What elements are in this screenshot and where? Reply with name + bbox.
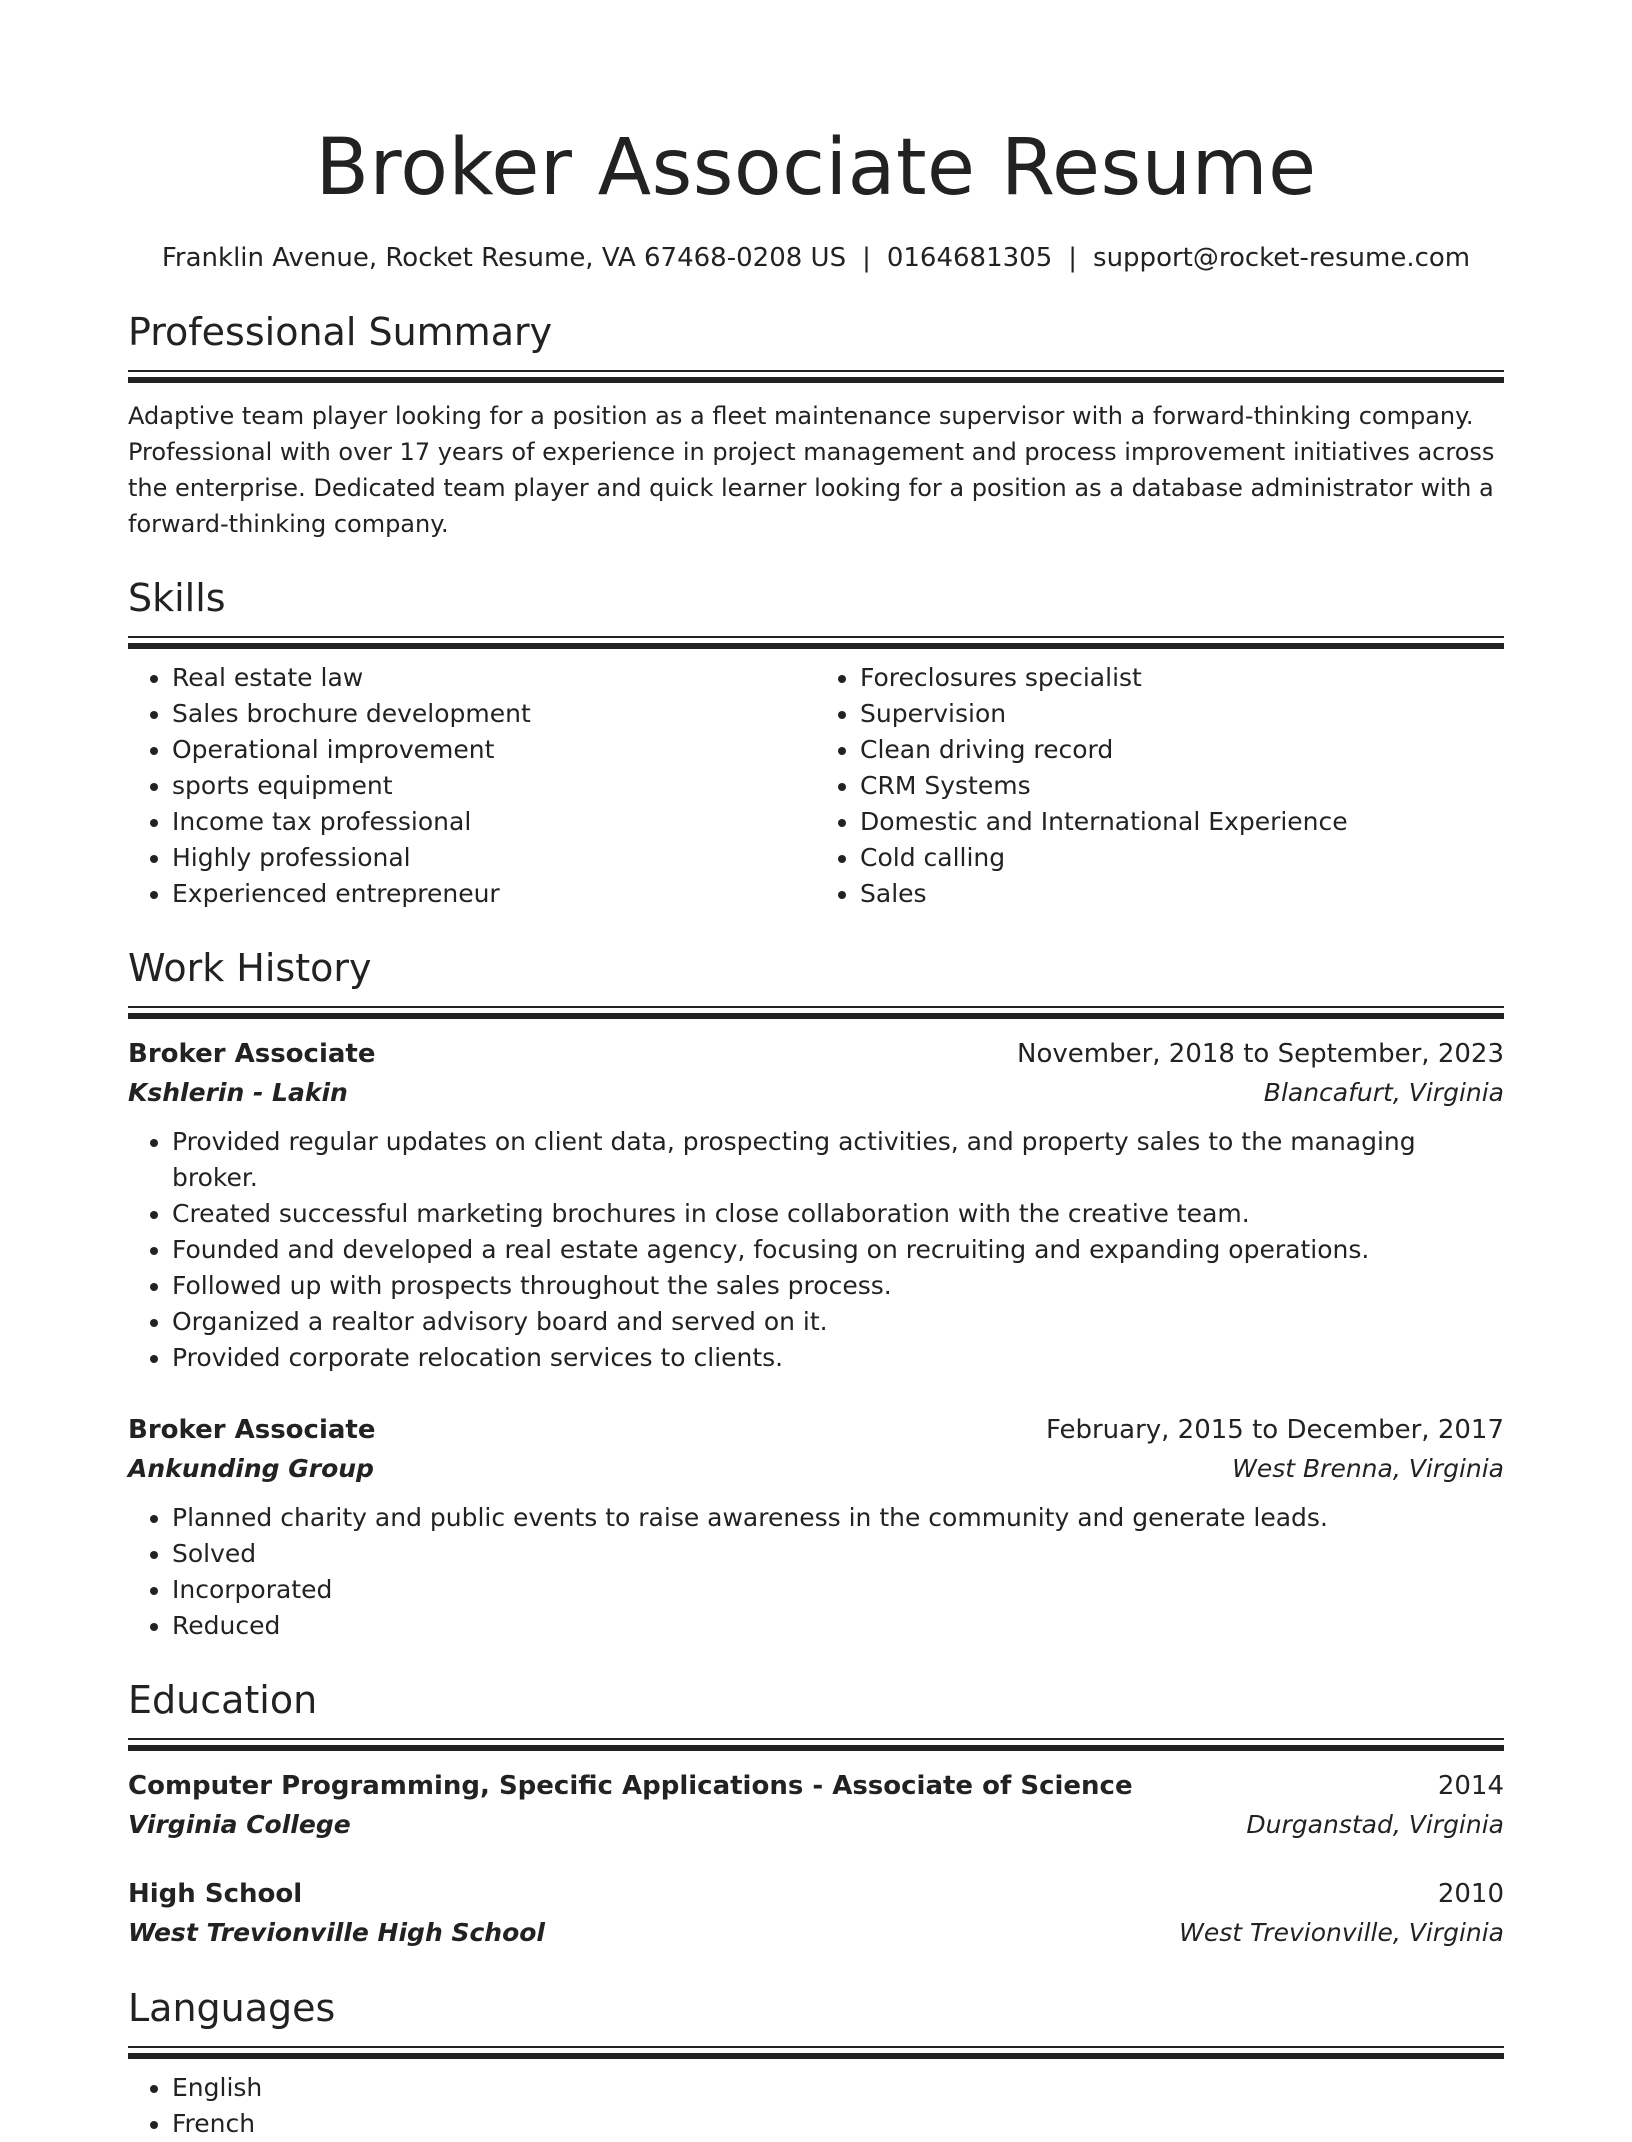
education-degree: High School: [128, 1879, 303, 1909]
job-bullet: • Created successful marketing brochures in close collaboration with the creative team.: [172, 1196, 1504, 1232]
skill-item: • Clean driving record: [860, 732, 1504, 768]
job-title: Broker Associate: [128, 1039, 376, 1069]
contact-phone: 0164681305: [886, 243, 1053, 273]
job-bullet: • Organized a realtor advisory board and served on it.: [172, 1304, 1504, 1340]
job-bullet: • Reduced: [172, 1608, 1504, 1644]
education-heading: Education: [128, 1678, 318, 1722]
skill-item: • Experienced entrepreneur: [172, 876, 816, 912]
work-history-section: [128, 942, 1504, 1644]
section-divider: [128, 1006, 1504, 1020]
education-entry: [128, 1766, 1504, 1844]
skill-item: • Domestic and International Experience: [860, 804, 1504, 840]
skill-item: • Cold calling: [860, 840, 1504, 876]
job-title: Broker Associate: [128, 1415, 376, 1445]
skill-item: • Operational improvement: [172, 732, 816, 768]
job-bullet: • Followed up with prospects throughout the sales process.: [172, 1268, 1504, 1304]
skill-item: • Supervision: [860, 696, 1504, 732]
contact-separator: |: [1068, 243, 1078, 273]
job-location: Blancafurt, Virginia: [1263, 1078, 1504, 1107]
job-dates: February, 2015 to December, 2017: [1045, 1415, 1504, 1445]
job-dates: November, 2018 to September, 2023: [1017, 1039, 1504, 1069]
skills-grid: [128, 660, 1504, 912]
skill-item: • Sales brochure development: [172, 696, 816, 732]
education-degree: Computer Programming, Specific Applications - Associate of Science: [128, 1771, 1133, 1801]
section-divider: [128, 1738, 1504, 1752]
skill-item: • Foreclosures specialist: [860, 660, 1504, 696]
contact-separator: |: [862, 243, 871, 273]
languages-section: [128, 1982, 1504, 2142]
section-divider: [128, 370, 1504, 384]
education-year: 2014: [1437, 1771, 1504, 1801]
education-location: Durganstad, Virginia: [1246, 1810, 1504, 1839]
job-company: Ankunding Group: [128, 1454, 374, 1483]
skills-section: [128, 572, 1504, 912]
education-year: 2010: [1437, 1879, 1504, 1909]
education-school: West Trevionville High School: [128, 1918, 545, 1947]
job-bullet: • Provided corporate relocation services to clients.: [172, 1340, 1504, 1376]
skill-item: • sports equipment: [172, 768, 816, 804]
language-item: • French: [172, 2106, 1504, 2142]
job-bullet: • Solved: [172, 1536, 1504, 1572]
education-school: Virginia College: [128, 1810, 351, 1839]
job-company: Kshlerin - Lakin: [128, 1078, 348, 1107]
summary-heading: Professional Summary: [128, 310, 553, 354]
work-history-heading: Work History: [128, 946, 372, 990]
job-bullet: • Planned charity and public events to raise awareness in the community and generate leads.: [172, 1500, 1504, 1536]
job-bullet: • Incorporated: [172, 1572, 1504, 1608]
contact-address: Franklin Avenue, Rocket Resume, VA 67468-0208 US: [161, 243, 847, 273]
contact-email: support@rocket-resume.com: [1093, 243, 1471, 273]
skill-item: • Sales: [860, 876, 1504, 912]
skills-column-left: [128, 660, 816, 912]
summary-text: Adaptive team player looking for a position as a fleet maintenance supervisor with a forward-thinking company. Professional with over 17 years of experience in project management and process improvement initiatives across the enterprise. Dedicated team player and quick learner looking for a position as a database administrator with a forward-thinking company.: [128, 402, 1495, 538]
summary-section: [128, 306, 1504, 542]
job-location: West Brenna, Virginia: [1232, 1454, 1504, 1483]
education-entry: [128, 1874, 1504, 1952]
job-entry: [128, 1410, 1504, 1644]
skill-item: • Highly professional: [172, 840, 816, 876]
skill-item: • CRM Systems: [860, 768, 1504, 804]
resume-title: Broker Associate Resume: [315, 123, 1317, 213]
job-bullet: • Provided regular updates on client data, prospecting activities, and property sales to the managing broker.: [172, 1124, 1504, 1196]
skill-item: • Real estate law: [172, 660, 816, 696]
job-bullet: • Founded and developed a real estate agency, focusing on recruiting and expanding operations.: [172, 1232, 1504, 1268]
skills-column-right: [816, 660, 1504, 912]
skill-item: • Income tax professional: [172, 804, 816, 840]
section-divider: [128, 636, 1504, 650]
languages-heading: Languages: [128, 1986, 336, 2030]
section-divider: [128, 2046, 1504, 2060]
contact-line: [128, 240, 1504, 276]
skills-heading: Skills: [128, 576, 226, 620]
education-location: West Trevionville, Virginia: [1179, 1918, 1504, 1947]
education-section: [128, 1674, 1504, 1952]
language-item: • English: [172, 2070, 1504, 2106]
job-entry: [128, 1034, 1504, 1376]
